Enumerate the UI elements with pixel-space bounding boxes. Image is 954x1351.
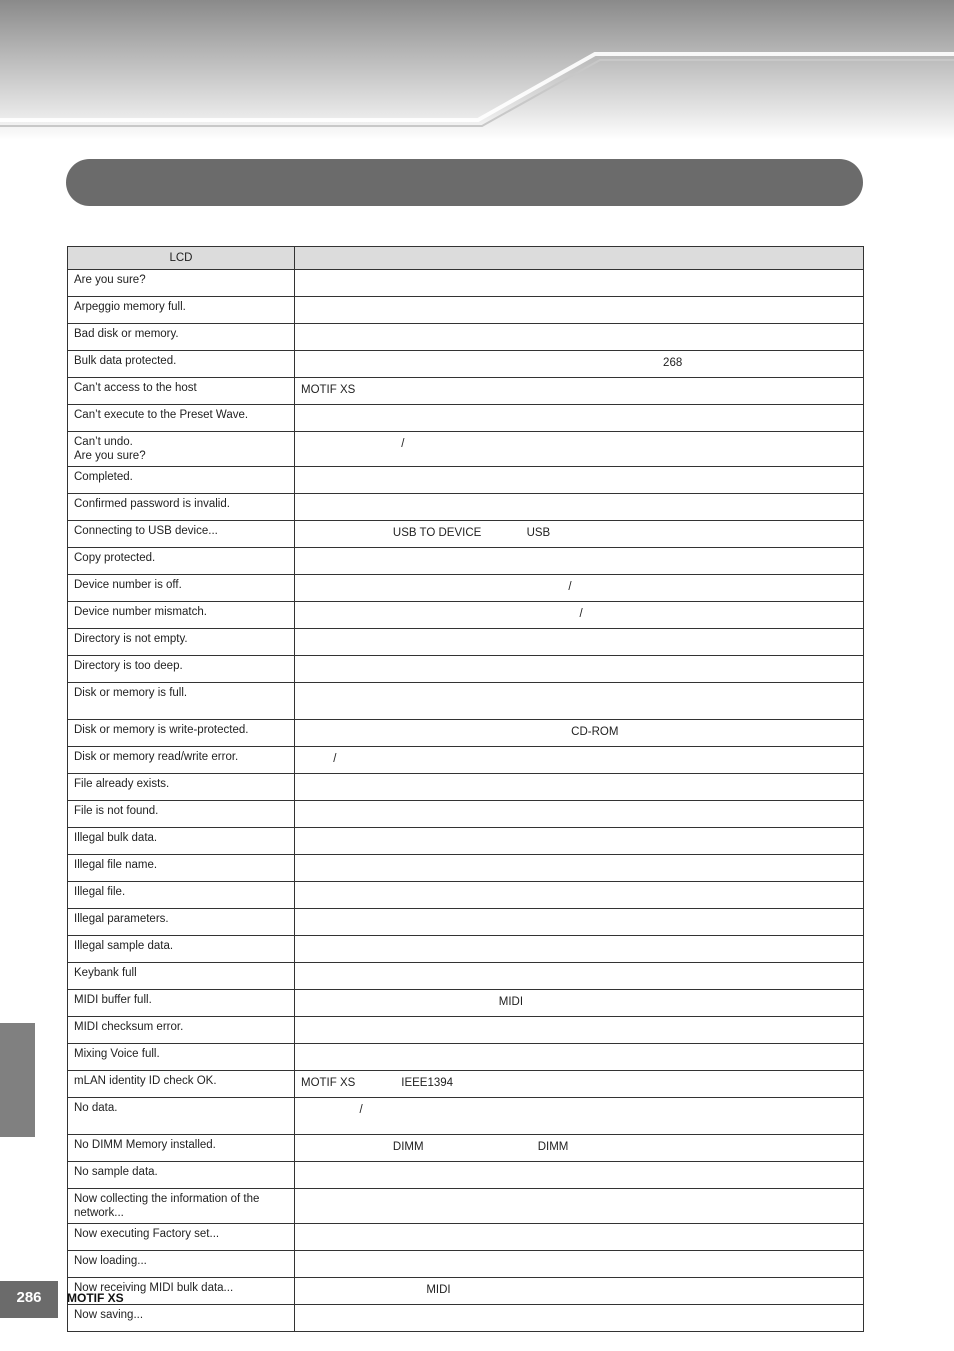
description-fragment: USB TO DEVICE	[392, 527, 482, 539]
footer-model-name: MOTIF XS	[67, 1291, 124, 1305]
table-row	[68, 494, 864, 521]
description-fragment: USB	[526, 527, 551, 539]
table-row	[68, 548, 864, 575]
table-row	[68, 720, 864, 747]
description-cell	[295, 494, 864, 521]
table-row	[68, 324, 864, 351]
table-row	[68, 963, 864, 990]
lcd-message: mLAN identity ID check OK.	[68, 1071, 295, 1098]
lcd-message: Keybank full	[68, 963, 295, 990]
description-fragment: DIMM	[537, 1141, 569, 1153]
lcd-message: Now saving...	[68, 1305, 295, 1332]
message-table	[67, 246, 864, 1332]
table-row	[68, 656, 864, 683]
description-fragment: MOTIF XS	[301, 1077, 356, 1089]
description-fragment: MIDI	[498, 996, 524, 1008]
table-row	[68, 1071, 864, 1098]
lcd-message: Completed.	[68, 467, 295, 494]
description-cell	[295, 1135, 864, 1162]
table-row	[68, 801, 864, 828]
lcd-message: Can’t access to the host	[68, 378, 295, 405]
description-cell	[295, 990, 864, 1017]
lcd-message: No sample data.	[68, 1162, 295, 1189]
lcd-message: Disk or memory is write-protected.	[68, 720, 295, 747]
lcd-message: Illegal parameters.	[68, 909, 295, 936]
description-cell	[295, 602, 864, 629]
description-cell	[295, 1224, 864, 1251]
lcd-message: Confirmed password is invalid.	[68, 494, 295, 521]
description-cell	[295, 405, 864, 432]
lcd-message: Now collecting the information of the network...	[68, 1189, 295, 1224]
description-fragment: /	[359, 1104, 363, 1116]
lcd-message: Can’t undo. Are you sure?	[68, 432, 295, 467]
table-row	[68, 1224, 864, 1251]
lcd-message: Arpeggio memory full.	[68, 297, 295, 324]
table-row	[68, 575, 864, 602]
table-row	[68, 351, 864, 378]
description-cell	[295, 1189, 864, 1224]
description-cell	[295, 432, 864, 467]
table-row	[68, 467, 864, 494]
description-cell	[295, 774, 864, 801]
side-chapter-tab	[0, 1023, 35, 1137]
description-fragment: CD-ROM	[571, 726, 619, 738]
header-lcd: LCD	[68, 247, 295, 270]
table-row	[68, 1017, 864, 1044]
description-cell	[295, 855, 864, 882]
table-row	[68, 747, 864, 774]
description-cell	[295, 1278, 864, 1305]
description-fragment: IEEE1394	[401, 1077, 454, 1089]
table-row	[68, 828, 864, 855]
description-cell	[295, 297, 864, 324]
description-cell	[295, 1305, 864, 1332]
table-row	[68, 297, 864, 324]
table-row	[68, 270, 864, 297]
lcd-message: Copy protected.	[68, 548, 295, 575]
table-row	[68, 909, 864, 936]
description-fragment: MIDI	[426, 1284, 451, 1296]
lcd-message: Directory is too deep.	[68, 656, 295, 683]
header-description	[295, 247, 864, 270]
table-row	[68, 1189, 864, 1224]
lcd-message: Directory is not empty.	[68, 629, 295, 656]
lcd-message: Disk or memory is full.	[68, 683, 295, 720]
description-cell	[295, 270, 864, 297]
table-row	[68, 882, 864, 909]
lcd-message: Disk or memory read/write error.	[68, 747, 295, 774]
table-row	[68, 1251, 864, 1278]
description-cell	[295, 629, 864, 656]
description-cell	[295, 683, 864, 720]
lcd-message: MIDI buffer full.	[68, 990, 295, 1017]
description-cell	[295, 1162, 864, 1189]
description-fragment: /	[579, 608, 583, 620]
description-fragment: 268	[663, 357, 683, 369]
lcd-message: Illegal sample data.	[68, 936, 295, 963]
description-cell	[295, 1098, 864, 1135]
description-cell	[295, 936, 864, 963]
description-fragment: /	[401, 438, 405, 450]
table-header-row	[68, 247, 864, 270]
table-row	[68, 1044, 864, 1071]
description-cell	[295, 1251, 864, 1278]
lcd-message: Device number mismatch.	[68, 602, 295, 629]
description-cell	[295, 1071, 864, 1098]
lcd-message: Can’t execute to the Preset Wave.	[68, 405, 295, 432]
lcd-message: Now receiving MIDI bulk data...	[68, 1278, 295, 1305]
description-cell	[295, 828, 864, 855]
table-row	[68, 432, 864, 467]
table-row	[68, 855, 864, 882]
description-cell	[295, 909, 864, 936]
lcd-message: Illegal bulk data.	[68, 828, 295, 855]
table-row	[68, 990, 864, 1017]
table-row	[68, 629, 864, 656]
table-row	[68, 405, 864, 432]
description-cell	[295, 521, 864, 548]
table-row	[68, 1278, 864, 1305]
description-cell	[295, 351, 864, 378]
description-cell	[295, 1017, 864, 1044]
section-title-bar	[66, 159, 863, 206]
table-row	[68, 774, 864, 801]
lcd-message: Now loading...	[68, 1251, 295, 1278]
lcd-message: Bad disk or memory.	[68, 324, 295, 351]
description-fragment: /	[333, 753, 337, 765]
description-cell	[295, 575, 864, 602]
description-cell	[295, 801, 864, 828]
description-cell	[295, 747, 864, 774]
lcd-message: Bulk data protected.	[68, 351, 295, 378]
table-row	[68, 521, 864, 548]
lcd-message: MIDI checksum error.	[68, 1017, 295, 1044]
lcd-message: File is not found.	[68, 801, 295, 828]
table-body	[68, 270, 864, 1332]
table-row	[68, 1305, 864, 1332]
table-row	[68, 1098, 864, 1135]
table-row	[68, 602, 864, 629]
lcd-message: Now executing Factory set...	[68, 1224, 295, 1251]
lcd-message: Mixing Voice full.	[68, 1044, 295, 1071]
description-cell	[295, 720, 864, 747]
description-fragment: /	[568, 581, 572, 593]
lcd-message: Are you sure?	[68, 270, 295, 297]
description-cell	[295, 656, 864, 683]
lcd-message: Device number is off.	[68, 575, 295, 602]
table-row	[68, 936, 864, 963]
table-row	[68, 683, 864, 720]
header-swoosh	[0, 0, 954, 140]
description-cell	[295, 548, 864, 575]
lcd-message: Illegal file.	[68, 882, 295, 909]
table-row	[68, 1135, 864, 1162]
description-fragment: DIMM	[392, 1141, 424, 1153]
table-row	[68, 1162, 864, 1189]
description-cell	[295, 963, 864, 990]
table-row	[68, 378, 864, 405]
description-cell	[295, 882, 864, 909]
lcd-message: No DIMM Memory installed.	[68, 1135, 295, 1162]
description-cell	[295, 467, 864, 494]
description-fragment: MOTIF XS	[301, 384, 356, 396]
lcd-message: Illegal file name.	[68, 855, 295, 882]
lcd-message: Connecting to USB device...	[68, 521, 295, 548]
description-cell	[295, 378, 864, 405]
page-number: 286	[0, 1281, 58, 1318]
description-cell	[295, 1044, 864, 1071]
header-band	[0, 0, 954, 140]
lcd-message: File already exists.	[68, 774, 295, 801]
description-cell	[295, 324, 864, 351]
lcd-message: No data.	[68, 1098, 295, 1135]
